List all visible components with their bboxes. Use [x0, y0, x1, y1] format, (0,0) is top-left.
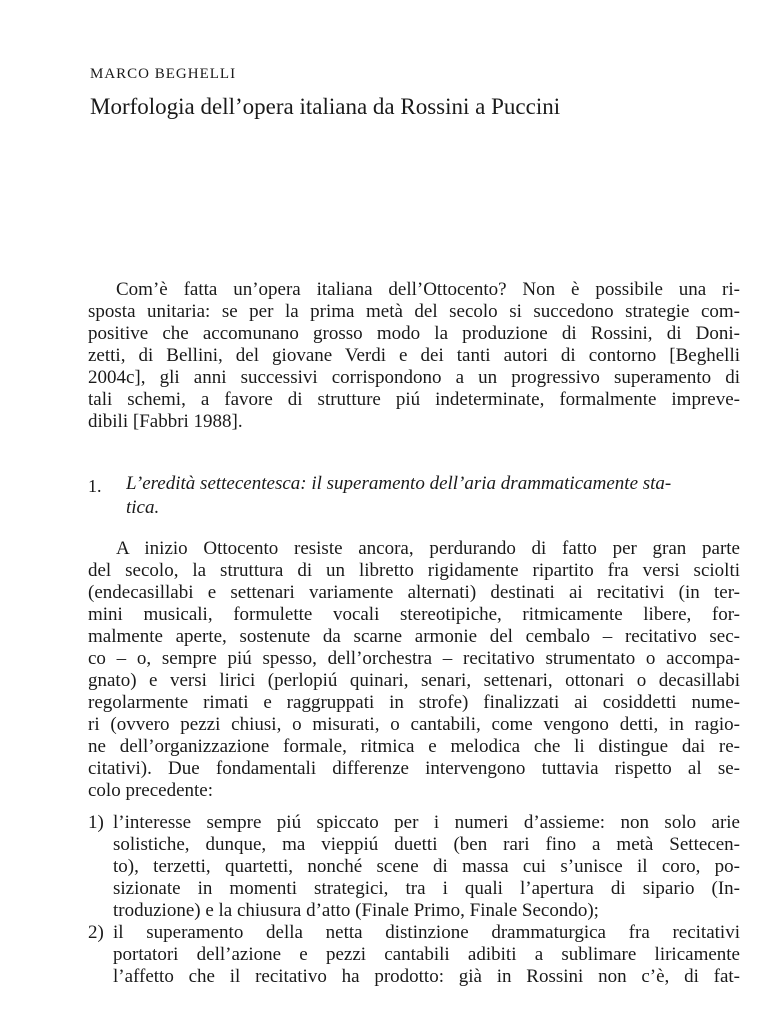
- body-line: malmente aperte, sostenute da scarne armonie del cembalo – recitativo sec-: [88, 626, 740, 647]
- body-line: ne dell’organizzazione formale, ritmica e melodica che li distingue dai re-: [88, 736, 740, 757]
- body-line: regolarmente rimati e raggruppati in strofe) finalizzati ai cosiddetti nume-: [88, 692, 740, 713]
- list-item-line: l’affetto che il recitativo ha prodotto: già in Rossini non c’è, di fat-: [113, 966, 740, 987]
- intro-line: Com’è fatta un’opera italiana dell’Ottocento? Non è possibile una ri-: [116, 279, 740, 300]
- chapter-author: MARCO BEGHELLI: [90, 66, 237, 82]
- list-item-number: 1): [88, 812, 104, 833]
- section-title: tica.: [126, 497, 160, 518]
- body-line: mini musicali, formulette vocali stereotipiche, ritmicamente libere, for-: [88, 604, 740, 625]
- body-line: citativi). Due fondamentali differenze intervengono tuttavia rispetto al se-: [88, 758, 740, 779]
- list-item-line: portatori dell’azione e pezzi cantabili adibiti a sublimare liricamente: [113, 944, 740, 965]
- intro-line: tali schemi, a favore di strutture piú indeterminate, formalmente impreve-: [88, 389, 740, 410]
- list-item-line: troduzione) e la chiusura d’atto (Finale Primo, Finale Secondo);: [113, 900, 599, 921]
- body-line: ri (ovvero pezzi chiusi, o misurati, o cantabili, come vengono detti, in ragio-: [88, 714, 740, 735]
- list-item-line: sizionate in momenti strategici, tra i quali l’apertura di sipario (In-: [113, 878, 740, 899]
- list-item-line: il superamento della netta distinzione drammaturgica fra recitativi: [113, 922, 740, 943]
- list-item-line: l’interesse sempre piú spiccato per i numeri d’assieme: non solo arie: [113, 812, 740, 833]
- body-line: colo precedente:: [88, 780, 214, 801]
- chapter-title: Morfologia dell’opera italiana da Rossini a Puccini: [90, 94, 561, 119]
- list-item-number: 2): [88, 922, 104, 943]
- body-line: gnato) e versi lirici (perlopiú quinari, senari, settenari, ottonari o decasillabi: [88, 670, 740, 691]
- intro-line: zetti, di Bellini, del giovane Verdi e dei tanti autori di contorno [Beghelli: [88, 345, 740, 366]
- body-line: co – o, sempre piú spesso, dell’orchestra – recitativo strumentato o accompa-: [88, 648, 740, 669]
- intro-line: sposta unitaria: se per la prima metà del secolo si succedono strategie com-: [88, 301, 740, 322]
- section-number: 1.: [88, 476, 102, 496]
- body-line: del secolo, la struttura di un libretto rigidamente ripartito fra versi sciolti: [88, 560, 740, 581]
- body-line: (endecasillabi e settenari variamente alternati) destinati ai recitativi (in ter-: [88, 582, 740, 603]
- section-title: L’eredità settecentesca: il superamento dell’aria drammaticamente sta-: [126, 473, 672, 494]
- body-line: A inizio Ottocento resiste ancora, perdurando di fatto per gran parte: [116, 538, 740, 559]
- intro-line: positive che accomunano grosso modo la produzione di Rossini, di Doni-: [88, 323, 740, 344]
- intro-line: 2004c], gli anni successivi corrispondono a un progressivo superamento di: [88, 367, 740, 388]
- list-item-line: to), terzetti, quartetti, nonché scene di massa cui s’unisce il coro, po-: [113, 856, 740, 877]
- list-item-line: solistiche, dunque, ma vieppiú duetti (ben rari fino a metà Settecen-: [113, 834, 740, 855]
- intro-line: dibili [Fabbri 1988].: [88, 411, 243, 432]
